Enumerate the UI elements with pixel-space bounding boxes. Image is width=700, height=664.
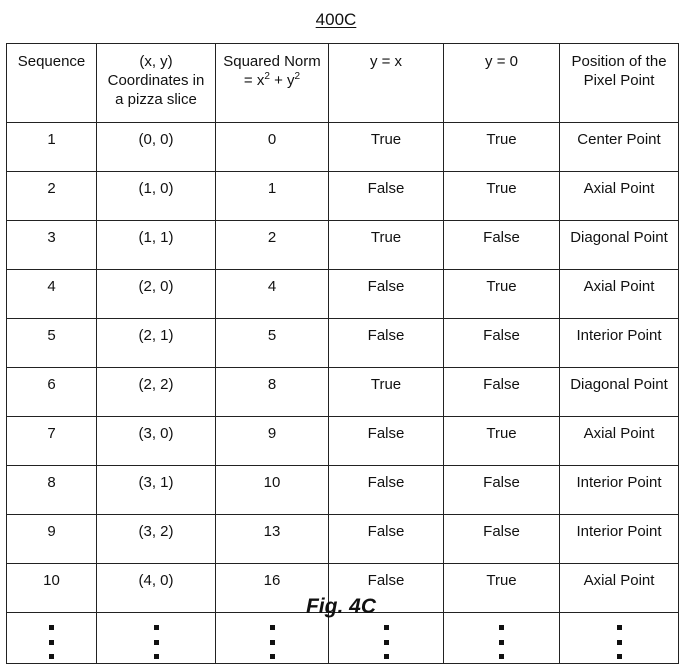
cell-coordinates: (2, 1) <box>97 319 216 368</box>
cell-coordinates: (2, 2) <box>97 368 216 417</box>
cell-position: Diagonal Point <box>560 368 679 417</box>
vertical-ellipsis-icon <box>270 625 275 659</box>
vertical-ellipsis-icon <box>154 625 159 659</box>
cell-squared-norm: 2 <box>216 221 329 270</box>
cell-y-equals-0: True <box>444 270 560 319</box>
cell-y-equals-0: False <box>444 319 560 368</box>
header-row <box>7 44 679 123</box>
header-coordinates-line1: (x, y) <box>139 53 173 70</box>
header-sequence-text: Sequence <box>17 53 86 70</box>
cell-continuation <box>97 613 216 664</box>
cell-coordinates: (3, 0) <box>97 417 216 466</box>
cell-y-equals-x: False <box>329 270 444 319</box>
cell-y-equals-0: False <box>444 515 560 564</box>
cell-squared-norm: 1 <box>216 172 329 221</box>
cell-position: Diagonal Point <box>560 221 679 270</box>
header-norm-sup1: 2 <box>264 71 270 82</box>
header-position-line1: Position of the <box>571 53 667 70</box>
cell-y-equals-x: False <box>329 172 444 221</box>
cell-y-equals-x: False <box>329 319 444 368</box>
cell-sequence: 9 <box>7 515 97 564</box>
cell-squared-norm: 0 <box>216 123 329 172</box>
vertical-ellipsis-icon <box>499 625 504 659</box>
cell-y-equals-x: False <box>329 564 444 613</box>
cell-y-equals-0: True <box>444 417 560 466</box>
cell-continuation <box>216 613 329 664</box>
cell-sequence: 8 <box>7 466 97 515</box>
cell-y-equals-0: False <box>444 466 560 515</box>
header-squared-norm <box>216 44 329 123</box>
table-row <box>7 368 679 417</box>
cell-y-equals-x: False <box>329 417 444 466</box>
cell-sequence: 2 <box>7 172 97 221</box>
cell-y-equals-x: False <box>329 515 444 564</box>
cell-coordinates: (1, 1) <box>97 221 216 270</box>
cell-y-equals-x: True <box>329 221 444 270</box>
header-y-equals-0-text: y = 0 <box>485 53 518 70</box>
cell-sequence: 5 <box>7 319 97 368</box>
cell-coordinates: (3, 1) <box>97 466 216 515</box>
header-y-equals-x-text: y = x <box>369 53 403 70</box>
cell-squared-norm: 10 <box>216 466 329 515</box>
cell-sequence: 3 <box>7 221 97 270</box>
table-row <box>7 466 679 515</box>
cell-continuation <box>444 613 560 664</box>
cell-sequence: 7 <box>7 417 97 466</box>
header-norm-line1: Squared Norm <box>223 53 321 70</box>
cell-y-equals-x: False <box>329 466 444 515</box>
cell-y-equals-0: False <box>444 368 560 417</box>
table-row <box>7 417 679 466</box>
vertical-ellipsis-icon <box>49 625 54 659</box>
header-coordinates-line3: a pizza slice <box>115 91 197 108</box>
cell-y-equals-0: True <box>444 172 560 221</box>
table-row <box>7 270 679 319</box>
header-y-equals-x <box>329 44 444 123</box>
table-row <box>7 319 679 368</box>
cell-coordinates: (4, 0) <box>97 564 216 613</box>
cell-coordinates: (1, 0) <box>97 172 216 221</box>
cell-squared-norm: 9 <box>216 417 329 466</box>
cell-position: Interior Point <box>560 466 679 515</box>
table-row <box>7 123 679 172</box>
header-norm-mid: + y <box>269 72 295 89</box>
cell-position: Axial Point <box>560 417 679 466</box>
header-y-equals-0 <box>444 44 560 123</box>
cell-squared-norm: 4 <box>216 270 329 319</box>
cell-coordinates: (0, 0) <box>97 123 216 172</box>
cell-y-equals-0: True <box>444 123 560 172</box>
cell-y-equals-x: True <box>329 123 444 172</box>
cell-position: Interior Point <box>560 515 679 564</box>
table-row <box>7 515 679 564</box>
cell-position: Axial Point <box>560 270 679 319</box>
cell-continuation <box>560 613 679 664</box>
table-row <box>7 172 679 221</box>
header-sequence <box>7 44 97 123</box>
figure-reference-label: 400C <box>315 10 357 29</box>
cell-squared-norm: 13 <box>216 515 329 564</box>
header-norm-prefix: = x <box>243 72 265 89</box>
cell-position: Axial Point <box>560 564 679 613</box>
cell-sequence: 6 <box>7 368 97 417</box>
figure-caption: Fig. 4C <box>305 595 376 618</box>
cell-sequence: 1 <box>7 123 97 172</box>
cell-squared-norm: 5 <box>216 319 329 368</box>
vertical-ellipsis-icon <box>617 625 622 659</box>
cell-position: Center Point <box>560 123 679 172</box>
cell-squared-norm: 16 <box>216 564 329 613</box>
header-position <box>560 44 679 123</box>
continuation-row <box>7 613 679 664</box>
cell-position: Axial Point <box>560 172 679 221</box>
cell-sequence: 10 <box>7 564 97 613</box>
header-coordinates <box>97 44 216 123</box>
header-norm-sup2: 2 <box>294 71 301 82</box>
pixel-sequence-table <box>6 43 679 664</box>
header-coordinates-line2: Coordinates in <box>107 72 205 89</box>
header-position-line2: Pixel Point <box>583 72 655 89</box>
cell-continuation <box>7 613 97 664</box>
cell-sequence: 4 <box>7 270 97 319</box>
cell-squared-norm: 8 <box>216 368 329 417</box>
cell-continuation <box>329 613 444 664</box>
cell-coordinates: (2, 0) <box>97 270 216 319</box>
cell-y-equals-0: True <box>444 564 560 613</box>
vertical-ellipsis-icon <box>384 625 389 659</box>
cell-coordinates: (3, 2) <box>97 515 216 564</box>
table-body <box>7 123 679 664</box>
cell-position: Interior Point <box>560 319 679 368</box>
cell-y-equals-0: False <box>444 221 560 270</box>
table-row <box>7 221 679 270</box>
cell-y-equals-x: True <box>329 368 444 417</box>
